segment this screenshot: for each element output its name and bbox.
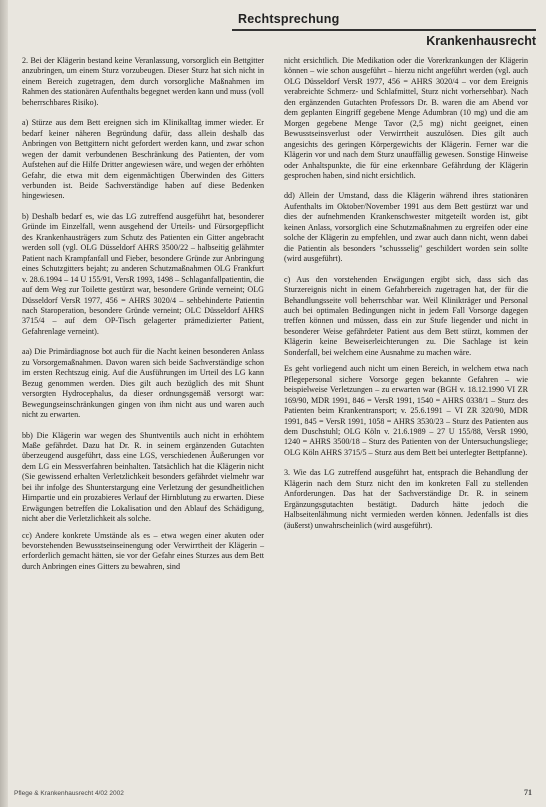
paragraph-cc-continued: nicht ersichtlich. Die Medikation oder die Vorerkrankungen der Klägerin können – wie schon ausgeführt – hierzu nicht angeführt werden (vgl. auch OLG Düsseldorf VersR 1977, 456 = AHRS 3020/4 – vor dem Ereignis verabreichte Schmerz- und Schlafmittel, Sturz nicht vorhersehbar). Nach den ergänzenden Gutachten Professors Dr. B. waren die am Abend vor dem geplanten Eingriff gegebene Menge Adumbran (10 mg) und die am Morgen gegebene Menge Tavor (2,5 mg) nicht geeignet, einen Bewusstseinsverlust oder Verwirrtheit auszulösen. Dies gilt auch angesichts des geringen Körpergewichts der Klägerin. Ferner war die Klägerin vor und nach dem Sturz unauffällig gewesen. Sonstige Hinweise oder Anhaltspunkte, die für eine erkennbare Gefährdung der Klägerin gesprochen haben, sind nicht ersichtlich. [284,56,528,180]
paragraph-2b: b) Deshalb bedarf es, wie das LG zutreffend ausgeführt hat, besonderer Gründe im Einzelfall, wenn ausgehend der Urteils- und Fürsorgepflicht des Krankenhausträgers zum Schutz des Patienten ein Gitter angebracht werden soll (vgl. OLG Düsseldorf AHRS 3500/22 – halbseitig gelähmter Patient nach Krampfanfall und Fieber, besondere Gründe zur Anbringung eines Schutzgitters bejaht; zu anderen Schutzmaßnahmen OLG Frankfurt v. 28.6.1994 – 14 U 155/91, VersR 1993, 1498 – Schlaganfallpatientin, die auf dem Weg zur Toilette gestürzt war, besondere Gründe verneint; OLG Düsseldorf VersR 1977, 456 = AHRS 3020/4 – sehbehinderte Patientin nach Staroperation, besondere Gründe verneint; OLC Düsseldorf AHRS 3715/4 – auf dem OP-Tisch gelagerter prämedizierter Patient, Gefahrenlage verneint). [22,211,264,336]
page-header [232,12,536,48]
right-text-column [284,56,528,541]
page-number: 71 [524,788,532,797]
paragraph-3: 3. Wie das LG zutreffend ausgeführt hat, entsprach die Behandlung der Klägerin nach dem Sturz nicht den im konkreten Fall zu stellenden Anforderungen. Das hat der Sachverständige Dr. R. in seinem Ergänzungsgutachten bestätigt. Dadurch hätte jedoch die Halbseitenlähmung nicht vermieden werden können. Jedenfalls ist dies (äußerst) unwahrscheinlich (wird ausgeführt). [284,468,528,530]
section-subtitle: Krankenhausrecht [426,34,536,48]
paragraph-2c: c) Aus den vorstehenden Erwägungen ergibt sich, dass sich das Sturzereignis nicht in einem Gefahrbereich zugetragen hat, der für die Behandlungsseite voll beherrschbar war. Weil Klinikträger und Personal auch bei optimalen Bedingungen nicht in jedem Fall Vorsorge dagegen treffen können und müssen, dass ein zur Stufe liegender und nicht in besonderer Weise gefährdeter Patient aus dem Bett stürzt, kommen der Klägerin keine Beweiserleichterungen zu. Die Sachlage ist kein Sonderfall, bei welchem eine Ausnahme zu machen wäre. [284,274,528,357]
page-footer [8,784,536,802]
header-divider [232,29,536,31]
paragraph-2b-dd: dd) Allein der Umstand, dass die Klägerin während ihres stationären Aufenthalts im Oktober/November 1991 aus dem Bett gestürzt war und dies der aufnehmenden Krankenschwester mitgeteilt worden ist, gibt keinen Anlass, vorsorglich eine Schutzmaßnahmen zu ergreifen oder eine solche der Klägerin zu empfehlen, und zwar auch dann nicht, wenn dabei die Patientin als besonders "schussselig" geschildert worden sein sollte (wird ausgeführt). [284,191,528,264]
page-edge-shadow [0,0,8,807]
left-text-column [22,56,264,582]
paragraph-2b-aa: aa) Die Primärdiagnose bot auch für die Nacht keinen besonderen Anlass zu Vorsorgemaßnahmen. Davon waren sich beide Sachverständige schon im ersten Rechtszug einig. Auf die Ausführungen im Urteil des LG kann Bezug genommen werden. Dies gilt auch bezüglich des mit Shunt versorgten Hydrocephalus, da dieser ordnungsgemäß versorgt war: Bewegungseinschränkungen gingen von ihm nicht aus und waren auch nicht zu erwarten. [22,347,264,420]
section-title: Rechtsprechung [238,12,340,26]
paragraph-2: 2. Bei der Klägerin bestand keine Veranlassung, vorsorglich ein Bettgitter anzubringen, um einem Sturz vorzubeugen. Dieser Sturz hat sich nicht in einem Bereich zugetragen, dem durch vorsorgliche Maßnahmen im Rahmen des stationären Aufenthalts begegnet werden kann und muss (voll beherrschbares Risiko). [22,56,264,107]
paragraph-2a: a) Stürze aus dem Bett ereignen sich im Klinikalltag immer wieder. Er bedarf keiner näheren Begründung dafür, dass allein deshalb das Anbringen von Bettgittern nicht gefordert werden kann, und zwar schon wegen der damit verbundenen Beschränkung des Patienten, der vom Aufstehen auf die Hilfe Dritter angewiesen wäre, und wegen der erhöhten Gefahr, die etwa mit dem eigenmächtigen Überwinden des Gitters verbunden ist. Beide Sachverständige haben auf diese Bedenken hingewiesen. [22,118,264,201]
paragraph-2b-cc: cc) Andere konkrete Umstände als es – etwa wegen einer akuten oder bevorstehenden Bewusstseinseinengung oder Verwirrtheit der Klägerin – erforderlich gemacht hätten, sie vor der Gefahr eines Sturzes aus dem Bett durch Anbringen eines Gitters zu bewahren, sind [22,530,264,571]
paragraph-2c-continued: Es geht vorliegend auch nicht um einen Bereich, in welchem etwa nach Pflegepersonal sichere Vorsorge gegen bekannte Gefahren – wie beispielweise Verletzungen – zu erwarten war (BGH v. 18.12.1990 VI ZR 169/90, MDR 1991, 846 = VersR 1991, 1540 = AHRS 0338/1 – Sturz des Patienten beim Krankentransport; v. 25.6.1991 – VI ZR 320/90, MDR 1991, 845 = VersR 1991, 1058 = AHRS 3530/23 – Sturz des Patienten aus dem Duschstuhl; OLG Köln v. 21.6.1989 – 27 U 155/88, VersR 1990, 1240 = AHRS 3500/18 – Sturz des Patienten von der Untersuchungsliege; OLG Köln AHRS 3715/5 – Sturz aus dem Bett bei unterlegter Bettpfanne). [284,364,528,457]
journal-reference: Pflege & Krankenhausrecht 4/02 2002 [14,790,124,797]
paragraph-2b-bb: bb) Die Klägerin war wegen des Shuntventils auch nicht in erhöhtem Maße gefährdet. Dazu hat Dr. R. in seinem ergänzenden Gutachten überzeugend ausgeführt, dass eine LGS, verschiedenen Äußerungen vor dem LG ein Messverfahren beinhalten. Tatsächlich hat die Klägerin nicht (Sie gewissend erhalten Verletzlichkeit besonders gefährdet vielmehr war bei ihr infolge des Shunterstargung eine Verletzung der gesundheitlichen Hirnpartie und ein prozabieres Verlauf der Hirnblutung zu erwarten. Diese Erwägungen betreffen die Lokalisation und den Ablauf des Schädigung, nicht aber die Verletzlichkeit als solche. [22,430,264,524]
